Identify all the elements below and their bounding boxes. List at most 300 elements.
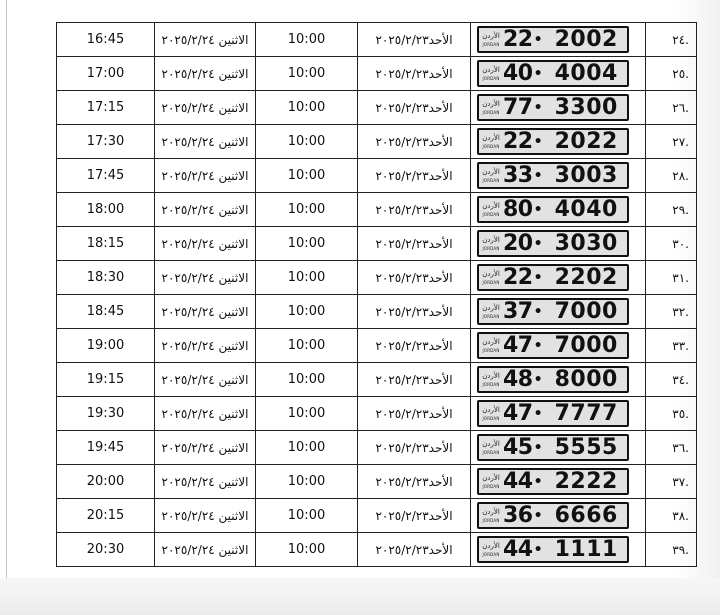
end-time-cell	[57, 125, 155, 159]
end-date-cell	[155, 431, 256, 465]
plate-cell	[471, 363, 646, 397]
start-time-cell	[256, 125, 358, 159]
end-time-cell	[57, 159, 155, 193]
end-date-cell	[155, 465, 256, 499]
plate-country-en: JORDAN	[482, 483, 500, 489]
start-date-cell	[358, 431, 471, 465]
plate-country-en: JORDAN	[482, 313, 500, 319]
row-number-cell	[646, 465, 697, 499]
plate-code: 22	[503, 27, 533, 52]
plate-country-badge	[479, 130, 503, 153]
start-date: الأحد٢٠٢٥/٢/٢٣	[375, 100, 453, 115]
plate-code: 33	[503, 163, 533, 188]
end-time-cell	[57, 91, 155, 125]
license-plate	[477, 128, 629, 155]
plate-cell	[471, 329, 646, 363]
start-time-cell	[256, 465, 358, 499]
plate-country-en: JORDAN	[482, 177, 500, 183]
plate-separator-dot: •	[533, 337, 543, 354]
start-date: الأحد٢٠٢٥/٢/٢٣	[375, 134, 453, 149]
plate-country-ar: الأردن	[482, 167, 500, 176]
end-date: الاثنين ٢٠٢٥/٢/٢٤	[161, 440, 249, 455]
end-time: 17:15	[86, 100, 125, 115]
end-date-cell	[155, 227, 256, 261]
start-date: الأحد٢٠٢٥/٢/٢٣	[375, 474, 453, 489]
plate-code: 77	[503, 95, 533, 120]
plate-country-ar: الأردن	[482, 541, 500, 550]
plate-country-ar: الأردن	[482, 65, 500, 74]
start-time-cell	[256, 499, 358, 533]
start-date-cell	[358, 363, 471, 397]
plate-country-badge	[479, 334, 503, 357]
plate-number: 2202	[554, 265, 618, 290]
start-time-cell	[256, 159, 358, 193]
end-date: الاثنين ٢٠٢٥/٢/٢٤	[161, 372, 249, 387]
start-time-cell	[256, 431, 358, 465]
plate-country-en: JORDAN	[482, 75, 500, 81]
plate-code: 20	[503, 231, 533, 256]
start-time: 10:00	[287, 508, 326, 523]
start-time-cell	[256, 295, 358, 329]
plate-country-ar: الأردن	[482, 507, 500, 516]
end-date-cell	[155, 295, 256, 329]
table-row	[57, 465, 697, 499]
row-number: .٣٣	[672, 338, 689, 353]
license-plate	[477, 162, 629, 189]
start-time-cell	[256, 329, 358, 363]
start-date: الأحد٢٠٢٥/٢/٢٣	[375, 508, 453, 523]
plate-cell	[471, 261, 646, 295]
plate-cell	[471, 125, 646, 159]
plate-separator-dot: •	[533, 31, 543, 48]
plate-cell	[471, 193, 646, 227]
end-time: 18:00	[86, 202, 125, 217]
auction-schedule-table	[56, 22, 697, 567]
plate-country-ar: الأردن	[482, 337, 500, 346]
plate-country-ar: الأردن	[482, 31, 500, 40]
row-number-cell	[646, 91, 697, 125]
start-time: 10:00	[287, 100, 326, 115]
start-date: الأحد٢٠٢٥/٢/٢٣	[375, 270, 453, 285]
plate-country-en: JORDAN	[482, 449, 500, 455]
end-time-cell	[57, 363, 155, 397]
row-number-cell	[646, 159, 697, 193]
end-date: الاثنين ٢٠٢٥/٢/٢٤	[161, 202, 249, 217]
end-date: الاثنين ٢٠٢٥/٢/٢٤	[161, 66, 249, 81]
start-time: 10:00	[287, 406, 326, 421]
plate-country-en: JORDAN	[482, 415, 500, 421]
end-time: 20:00	[86, 474, 125, 489]
plate-country-ar: الأردن	[482, 269, 500, 278]
row-number-cell	[646, 499, 697, 533]
plate-cell	[471, 431, 646, 465]
end-time: 18:30	[86, 270, 125, 285]
plate-number: 3003	[554, 163, 618, 188]
end-date: الاثنين ٢٠٢٥/٢/٢٤	[161, 134, 249, 149]
end-time-cell	[57, 431, 155, 465]
row-number: .٣٩	[672, 542, 689, 557]
plate-separator-dot: •	[533, 439, 543, 456]
table-row	[57, 499, 697, 533]
start-time: 10:00	[287, 372, 326, 387]
end-date: الاثنين ٢٠٢٥/٢/٢٤	[161, 100, 249, 115]
plate-country-badge	[479, 436, 503, 459]
end-time-cell	[57, 193, 155, 227]
plate-code: 22	[503, 265, 533, 290]
end-date-cell	[155, 397, 256, 431]
plate-country-en: JORDAN	[482, 109, 500, 115]
row-number: .٣٧	[672, 474, 689, 489]
start-time: 10:00	[287, 32, 326, 47]
plate-country-en: JORDAN	[482, 245, 500, 251]
row-number-cell	[646, 125, 697, 159]
start-date: الأحد٢٠٢٥/٢/٢٣	[375, 372, 453, 387]
table-row	[57, 329, 697, 363]
start-date-cell	[358, 23, 471, 57]
plate-code: 40	[503, 61, 533, 86]
end-date: الاثنين ٢٠٢٥/٢/٢٤	[161, 542, 249, 557]
start-date: الأحد٢٠٢٥/٢/٢٣	[375, 236, 453, 251]
end-time-cell	[57, 227, 155, 261]
page-edge-line	[6, 0, 7, 578]
row-number-cell	[646, 227, 697, 261]
plate-separator-dot: •	[533, 65, 543, 82]
plate-separator-dot: •	[533, 303, 543, 320]
license-plate	[477, 332, 629, 359]
plate-separator-dot: •	[533, 269, 543, 286]
table-row	[57, 159, 697, 193]
start-date-cell	[358, 465, 471, 499]
end-time: 16:45	[86, 32, 125, 47]
end-date-cell	[155, 125, 256, 159]
end-date-cell	[155, 193, 256, 227]
plate-country-ar: الأردن	[482, 371, 500, 380]
row-number: .٣٤	[672, 372, 689, 387]
end-date: الاثنين ٢٠٢٥/٢/٢٤	[161, 168, 249, 183]
end-time: 17:30	[86, 134, 125, 149]
start-date: الأحد٢٠٢٥/٢/٢٣	[375, 542, 453, 557]
plate-number: 8000	[554, 367, 618, 392]
plate-country-en: JORDAN	[482, 41, 500, 47]
end-date-cell	[155, 499, 256, 533]
plate-country-en: JORDAN	[482, 381, 500, 387]
end-date-cell	[155, 159, 256, 193]
license-plate	[477, 60, 629, 87]
license-plate	[477, 196, 629, 223]
end-time-cell	[57, 329, 155, 363]
end-date-cell	[155, 261, 256, 295]
end-date: الاثنين ٢٠٢٥/٢/٢٤	[161, 406, 249, 421]
start-date: الأحد٢٠٢٥/٢/٢٣	[375, 406, 453, 421]
plate-separator-dot: •	[533, 167, 543, 184]
plate-code: 48	[503, 367, 533, 392]
plate-country-badge	[479, 402, 503, 425]
start-date: الأحد٢٠٢٥/٢/٢٣	[375, 440, 453, 455]
plate-separator-dot: •	[533, 99, 543, 116]
end-time-cell	[57, 499, 155, 533]
table-row	[57, 125, 697, 159]
table-row	[57, 533, 697, 567]
plate-cell	[471, 295, 646, 329]
row-number: .٣١	[672, 270, 689, 285]
plate-country-en: JORDAN	[482, 143, 500, 149]
plate-country-badge	[479, 164, 503, 187]
end-time: 18:15	[86, 236, 125, 251]
plate-separator-dot: •	[533, 541, 543, 558]
plate-country-badge	[479, 96, 503, 119]
end-date: الاثنين ٢٠٢٥/٢/٢٤	[161, 474, 249, 489]
end-time-cell	[57, 397, 155, 431]
row-number: .٣٠	[672, 236, 689, 251]
end-time: 19:45	[86, 440, 125, 455]
plate-country-badge	[479, 62, 503, 85]
plate-separator-dot: •	[533, 405, 543, 422]
plate-country-badge	[479, 232, 503, 255]
start-date-cell	[358, 91, 471, 125]
end-time: 17:45	[86, 168, 125, 183]
plate-country-badge	[479, 470, 503, 493]
end-time: 19:00	[86, 338, 125, 353]
plate-country-badge	[479, 266, 503, 289]
plate-number: 6666	[554, 503, 618, 528]
plate-country-en: JORDAN	[482, 279, 500, 285]
license-plate	[477, 230, 629, 257]
plate-number: 1111	[554, 537, 618, 562]
plate-cell	[471, 159, 646, 193]
table-row	[57, 91, 697, 125]
start-time: 10:00	[287, 168, 326, 183]
plate-code: 44	[503, 537, 533, 562]
plate-country-ar: الأردن	[482, 303, 500, 312]
table-row	[57, 193, 697, 227]
table-row	[57, 295, 697, 329]
start-time-cell	[256, 363, 358, 397]
plate-separator-dot: •	[533, 133, 543, 150]
plate-country-en: JORDAN	[482, 517, 500, 523]
license-plate	[477, 468, 629, 495]
end-date-cell	[155, 23, 256, 57]
row-number: .٢٨	[672, 168, 689, 183]
plate-number: 2022	[554, 129, 618, 154]
end-date: الاثنين ٢٠٢٥/٢/٢٤	[161, 338, 249, 353]
start-time-cell	[256, 533, 358, 567]
start-date: الأحد٢٠٢٥/٢/٢٣	[375, 304, 453, 319]
row-number: .٢٥	[672, 66, 689, 81]
start-time: 10:00	[287, 474, 326, 489]
end-date-cell	[155, 363, 256, 397]
end-date-cell	[155, 91, 256, 125]
end-time: 17:00	[86, 66, 125, 81]
end-date: الاثنين ٢٠٢٥/٢/٢٤	[161, 32, 249, 47]
plate-country-ar: الأردن	[482, 235, 500, 244]
start-date-cell	[358, 227, 471, 261]
end-time: 19:30	[86, 406, 125, 421]
start-date-cell	[358, 295, 471, 329]
row-number-cell	[646, 363, 697, 397]
end-date-cell	[155, 533, 256, 567]
plate-cell	[471, 533, 646, 567]
row-number-cell	[646, 397, 697, 431]
end-time: 18:45	[86, 304, 125, 319]
plate-country-en: JORDAN	[482, 551, 500, 557]
end-date-cell	[155, 329, 256, 363]
plate-separator-dot: •	[533, 235, 543, 252]
start-time: 10:00	[287, 338, 326, 353]
plate-code: 22	[503, 129, 533, 154]
start-time: 10:00	[287, 270, 326, 285]
plate-number: 7000	[554, 333, 618, 358]
plate-number: 5555	[554, 435, 618, 460]
row-number: .٢٧	[672, 134, 689, 149]
plate-country-ar: الأردن	[482, 99, 500, 108]
row-number-cell	[646, 23, 697, 57]
plate-code: 47	[503, 401, 533, 426]
end-time-cell	[57, 533, 155, 567]
row-number-cell	[646, 193, 697, 227]
end-time-cell	[57, 261, 155, 295]
plate-country-ar: الأردن	[482, 439, 500, 448]
table-body	[57, 23, 697, 567]
row-number: .٢٦	[672, 100, 689, 115]
plate-country-en: JORDAN	[482, 211, 500, 217]
plate-cell	[471, 227, 646, 261]
start-date: الأحد٢٠٢٥/٢/٢٣	[375, 66, 453, 81]
plate-code: 45	[503, 435, 533, 460]
plate-country-badge	[479, 198, 503, 221]
end-time: 20:15	[86, 508, 125, 523]
start-date-cell	[358, 159, 471, 193]
row-number-cell	[646, 57, 697, 91]
end-time-cell	[57, 295, 155, 329]
row-number-cell	[646, 261, 697, 295]
plate-country-badge	[479, 28, 503, 51]
license-plate	[477, 26, 629, 53]
plate-separator-dot: •	[533, 201, 543, 218]
table-row	[57, 363, 697, 397]
start-date-cell	[358, 533, 471, 567]
plate-code: 44	[503, 469, 533, 494]
start-time: 10:00	[287, 304, 326, 319]
plate-separator-dot: •	[533, 507, 543, 524]
row-number-cell	[646, 329, 697, 363]
license-plate	[477, 298, 629, 325]
start-time-cell	[256, 397, 358, 431]
end-time-cell	[57, 57, 155, 91]
license-plate	[477, 536, 629, 563]
plate-country-ar: الأردن	[482, 201, 500, 210]
plate-cell	[471, 465, 646, 499]
table-row	[57, 57, 697, 91]
page-bottom-shadow	[0, 578, 720, 615]
start-time-cell	[256, 261, 358, 295]
plate-number: 7777	[554, 401, 618, 426]
end-time: 20:30	[86, 542, 125, 557]
start-time: 10:00	[287, 134, 326, 149]
plate-cell	[471, 397, 646, 431]
start-date-cell	[358, 193, 471, 227]
plate-country-badge	[479, 504, 503, 527]
plate-code: 80	[503, 197, 533, 222]
end-date-cell	[155, 57, 256, 91]
end-date: الاثنين ٢٠٢٥/٢/٢٤	[161, 304, 249, 319]
plate-number: 3300	[554, 95, 618, 120]
plate-code: 37	[503, 299, 533, 324]
start-time-cell	[256, 227, 358, 261]
license-plate	[477, 264, 629, 291]
plate-number: 7000	[554, 299, 618, 324]
end-date: الاثنين ٢٠٢٥/٢/٢٤	[161, 508, 249, 523]
end-time-cell	[57, 23, 155, 57]
row-number: .٣٥	[672, 406, 689, 421]
start-time: 10:00	[287, 202, 326, 217]
start-time-cell	[256, 57, 358, 91]
plate-country-badge	[479, 300, 503, 323]
start-time: 10:00	[287, 542, 326, 557]
plate-number: 2222	[554, 469, 618, 494]
plate-country-ar: الأردن	[482, 473, 500, 482]
row-number: .٢٤	[672, 32, 689, 47]
table-row	[57, 397, 697, 431]
plate-number: 2002	[554, 27, 618, 52]
start-date-cell	[358, 261, 471, 295]
start-time-cell	[256, 91, 358, 125]
row-number-cell	[646, 533, 697, 567]
license-plate	[477, 366, 629, 393]
plate-separator-dot: •	[533, 371, 543, 388]
license-plate	[477, 400, 629, 427]
row-number: .٣٦	[672, 440, 689, 455]
start-date-cell	[358, 499, 471, 533]
plate-separator-dot: •	[533, 473, 543, 490]
start-time: 10:00	[287, 236, 326, 251]
start-time-cell	[256, 193, 358, 227]
plate-code: 47	[503, 333, 533, 358]
license-plate	[477, 434, 629, 461]
license-plate	[477, 502, 629, 529]
plate-country-en: JORDAN	[482, 347, 500, 353]
start-date-cell	[358, 57, 471, 91]
plate-number: 4004	[554, 61, 618, 86]
plate-cell	[471, 91, 646, 125]
table-row	[57, 227, 697, 261]
table-row	[57, 431, 697, 465]
plate-code: 36	[503, 503, 533, 528]
start-date-cell	[358, 125, 471, 159]
end-time-cell	[57, 465, 155, 499]
license-plate	[477, 94, 629, 121]
start-time: 10:00	[287, 440, 326, 455]
start-time: 10:00	[287, 66, 326, 81]
plate-country-badge	[479, 368, 503, 391]
plate-country-ar: الأردن	[482, 405, 500, 414]
start-time-cell	[256, 23, 358, 57]
row-number: .٣٨	[672, 508, 689, 523]
start-date-cell	[358, 397, 471, 431]
row-number: .٢٩	[672, 202, 689, 217]
end-date: الاثنين ٢٠٢٥/٢/٢٤	[161, 270, 249, 285]
table-row	[57, 23, 697, 57]
plate-country-ar: الأردن	[482, 133, 500, 142]
plate-number: 3030	[554, 231, 618, 256]
end-date: الاثنين ٢٠٢٥/٢/٢٤	[161, 236, 249, 251]
row-number-cell	[646, 295, 697, 329]
start-date: الأحد٢٠٢٥/٢/٢٣	[375, 338, 453, 353]
start-date-cell	[358, 329, 471, 363]
plate-country-badge	[479, 538, 503, 561]
plate-cell	[471, 57, 646, 91]
start-date: الأحد٢٠٢٥/٢/٢٣	[375, 168, 453, 183]
row-number: .٣٢	[672, 304, 689, 319]
